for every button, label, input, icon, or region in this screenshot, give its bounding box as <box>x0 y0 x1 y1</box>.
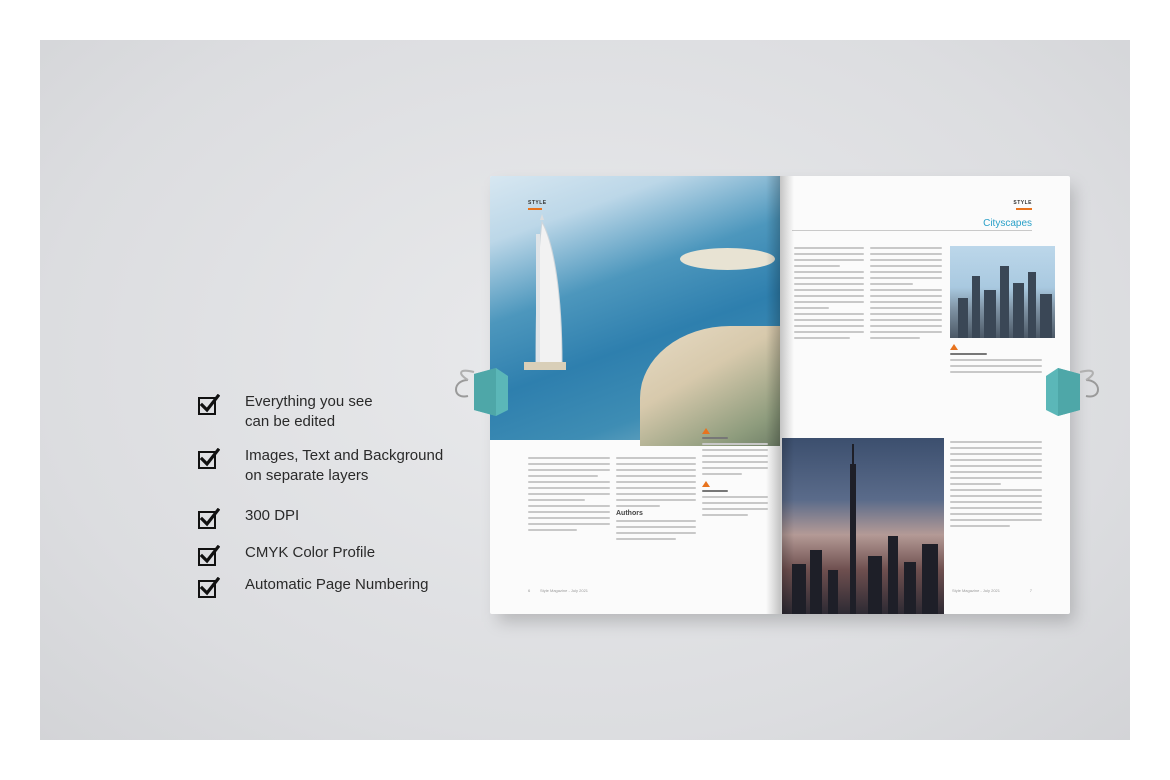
checkmark-icon <box>198 545 220 567</box>
checkmark-icon <box>198 448 220 470</box>
feature-text: Everything you see can be edited <box>245 393 373 430</box>
section-tag: STYLE <box>528 200 547 206</box>
right-page <box>780 176 1070 614</box>
burj-al-arab-photo <box>490 176 780 440</box>
sand-island <box>680 248 775 270</box>
accent-bar <box>528 208 542 210</box>
feature-text: Automatic Page Numbering <box>245 576 429 593</box>
magazine-spread <box>490 176 1070 616</box>
text-column <box>870 244 942 434</box>
section-tag: STYLE <box>1013 200 1032 206</box>
checkmark-icon <box>198 577 220 599</box>
binder-clip-icon <box>450 366 508 418</box>
page-number: 6 <box>528 588 531 593</box>
dubai-marina-photo <box>950 246 1055 338</box>
triangle-marker-icon <box>702 428 710 434</box>
text-column <box>528 454 610 604</box>
text-column <box>616 454 696 604</box>
spine-gutter <box>766 176 794 614</box>
folio-text: Style Magazine - July 2021 <box>540 588 589 593</box>
sidebar-column <box>950 344 1042 404</box>
page-number: 7 <box>1029 588 1032 593</box>
binder-clip-icon <box>1046 366 1104 418</box>
feature-text: 300 DPI <box>245 507 300 524</box>
burj-al-arab-building <box>518 214 566 374</box>
triangle-marker-icon <box>702 481 710 487</box>
folio-text: Style Magazine - July 2021 <box>951 588 1000 593</box>
checkmark-icon <box>198 394 220 416</box>
page-title: Cityscapes <box>983 218 1032 229</box>
column-subhead: Authors <box>616 510 643 517</box>
title-rule <box>792 230 1032 231</box>
sidebar-column <box>702 428 768 578</box>
accent-bar <box>1016 208 1032 210</box>
burj-khalifa-photo <box>782 438 944 614</box>
left-page <box>490 176 780 614</box>
triangle-marker-icon <box>950 344 958 350</box>
text-column <box>950 438 1042 588</box>
text-column <box>794 244 864 434</box>
feature-text: Images, Text and Background on separate layers <box>245 447 444 484</box>
checkmark-icon <box>198 508 220 530</box>
feature-text: CMYK Color Profile <box>245 544 376 561</box>
